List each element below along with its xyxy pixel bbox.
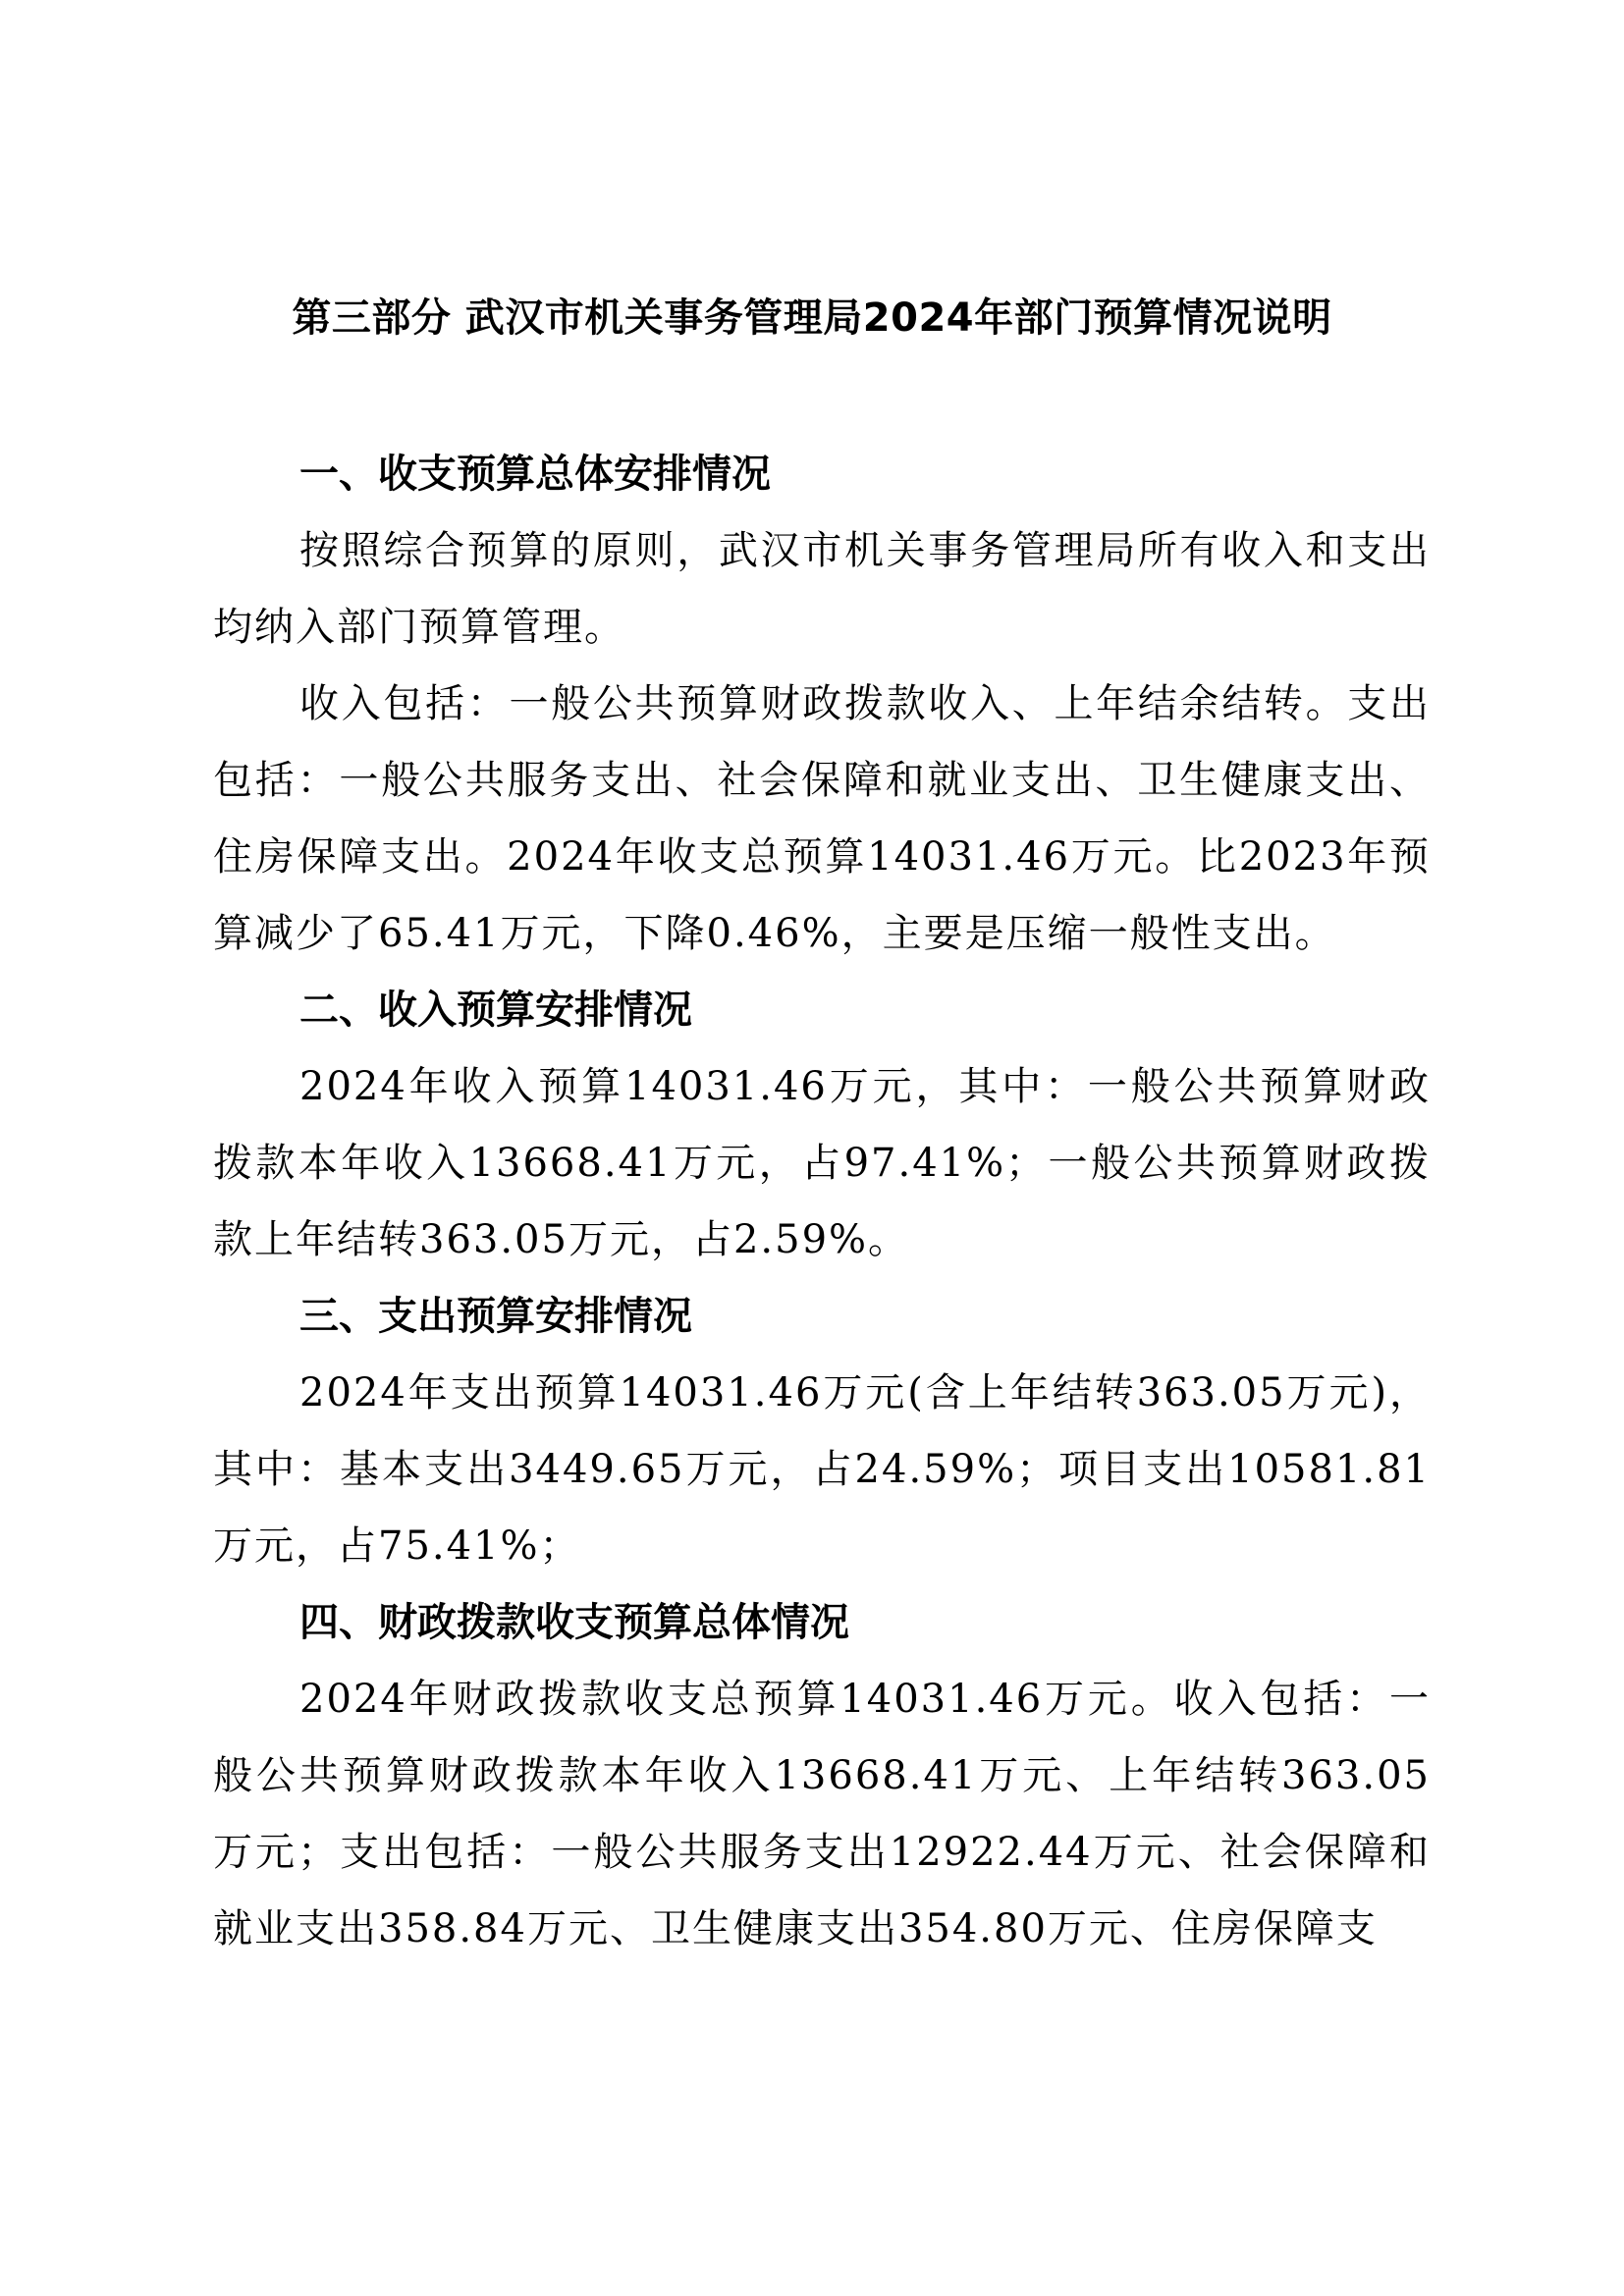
paragraph: 2024年支出预算14031.46万元(含上年结转363.05万元)，其中：基本支出3449.65万元，占24.59%；项目支出10581.81万元，占75.41%；	[213, 1370, 1431, 1569]
paragraph: 按照综合预算的原则，武汉市机关事务管理局所有收入和支出均纳入部门预算管理。	[213, 528, 1431, 650]
document-body	[213, 436, 1431, 1967]
paragraph: 2024年财政拨款收支总预算14031.46万元。收入包括：一般公共预算财政拨款本年收入13668.41万元、上年结转363.05万元；支出包括：一般公共服务支出12922.44万元、社会保障和就业支出358.84万元、卫生健康支出354.80万元、住房保障支	[213, 1677, 1431, 1951]
section-3	[213, 1278, 1431, 1584]
section-2	[213, 972, 1431, 1278]
page-title: 第三部分 武汉市机关事务管理局2024年部门预算情况说明	[292, 295, 1332, 341]
section-heading: 四、财政拨款收支预算总体情况	[299, 1600, 849, 1645]
paragraph: 2024年收入预算14031.46万元，其中：一般公共预算财政拨款本年收入13668.41万元，占97.41%；一般公共预算财政拨款上年结转363.05万元，占2.59%。	[213, 1064, 1431, 1262]
section-heading: 一、收支预算总体安排情况	[299, 452, 771, 497]
section-1	[213, 436, 1431, 972]
section-heading: 三、支出预算安排情况	[299, 1294, 692, 1339]
section-4	[213, 1584, 1431, 1967]
paragraph: 收入包括：一般公共预算财政拨款收入、上年结余结转。支出包括：一般公共服务支出、社会保障和就业支出、卫生健康支出、住房保障支出。2024年收支总预算14031.46万元。比2023年预算减少了65.41万元，下降0.46%，主要是压缩一般性支出。	[213, 681, 1431, 956]
section-heading: 二、收入预算安排情况	[299, 988, 692, 1033]
